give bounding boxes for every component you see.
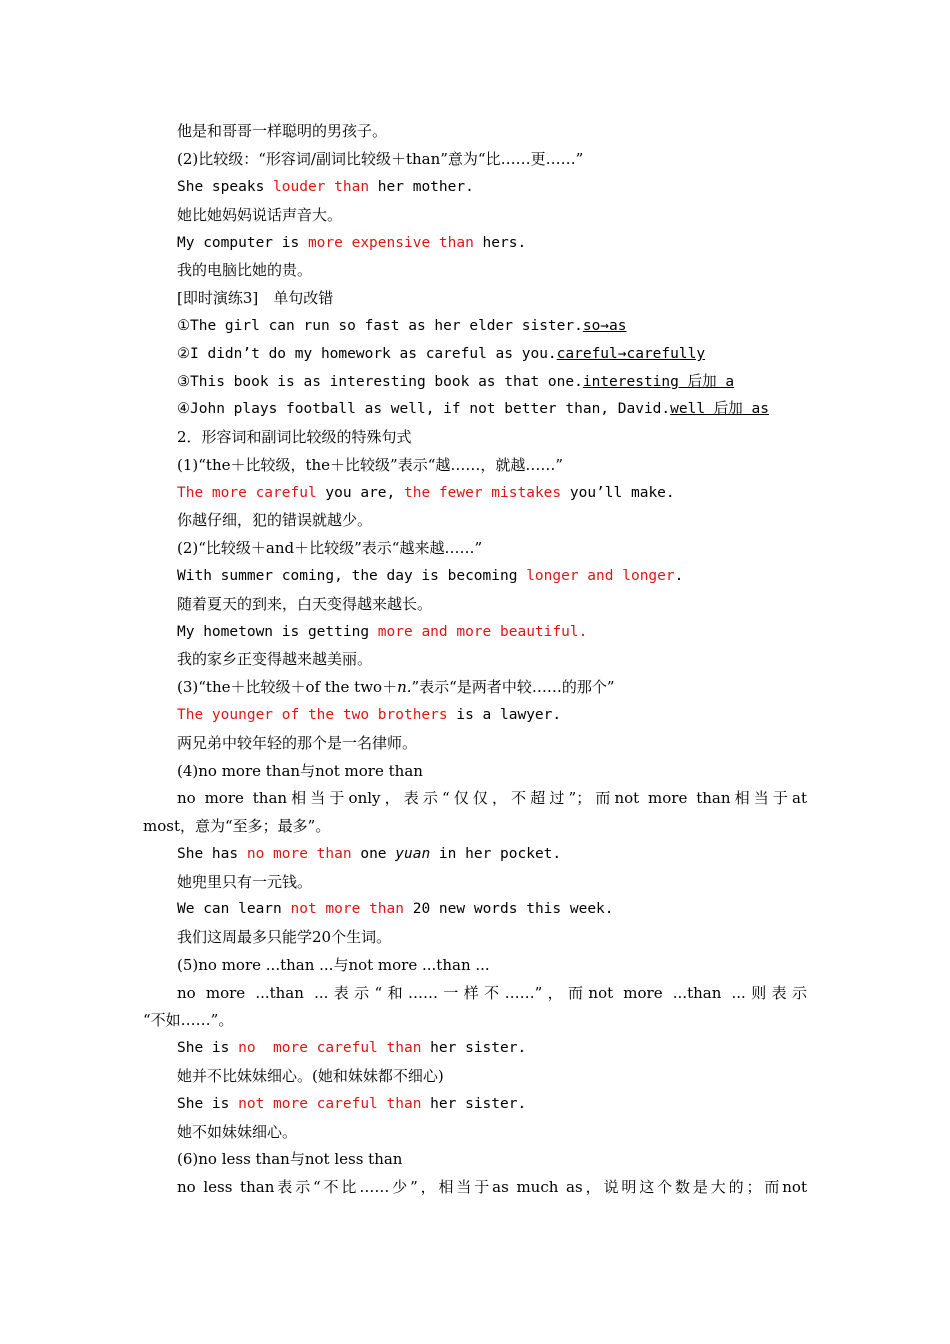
text-span: in her pocket. <box>430 846 562 862</box>
highlight-phrase: no more careful than <box>238 1040 422 1056</box>
text-span: My hometown is getting <box>177 624 378 640</box>
example-sentence <box>177 1037 526 1059</box>
paragraph-line: most，意为“至多；最多”。 <box>143 817 331 835</box>
exercise-answer: so→as <box>582 318 627 334</box>
highlight-phrase: longer and longer <box>526 568 675 584</box>
text-span: hers. <box>473 235 527 251</box>
text-span: her mother. <box>369 179 474 195</box>
text-span: (3)“the＋比较级＋of the two＋ <box>177 678 398 696</box>
example-sentence <box>177 843 561 865</box>
text-span: her sister. <box>421 1096 527 1112</box>
text-span: She speaks <box>177 179 274 195</box>
exercise-item <box>177 343 705 365</box>
translation-line: 她兜里只有一元钱。 <box>177 873 313 891</box>
italic-text: yuan <box>395 846 431 862</box>
exercise-item <box>177 398 769 420</box>
translation-line: 你越仔细，犯的错误就越少。 <box>177 511 373 529</box>
text-span: She has <box>177 846 247 862</box>
subsection-heading: (4)no more than与not more than <box>177 762 423 780</box>
paragraph-line: “不如……”。 <box>143 1011 234 1029</box>
subsection-heading: (6)no less than与not less than <box>177 1150 403 1168</box>
text-span: you’ll make. <box>561 485 675 501</box>
exercise-answer: interesting 后加 a <box>582 374 735 390</box>
exercise-sentence: ③This book is as interesting book as that one. <box>177 374 583 390</box>
italic-text: n. <box>397 678 412 696</box>
highlight-phrase: the fewer mistakes <box>404 485 562 501</box>
text-span: With summer coming, the day is becoming <box>177 568 527 584</box>
section-heading: (2)比较级：“形容词/副词比较级＋than”意为“比……更……” <box>177 150 584 168</box>
subsection-heading: (5)no more ...than ...与not more ...than ... <box>177 956 490 974</box>
example-sentence <box>177 232 526 254</box>
subsection-heading: (1)“the＋比较级，the＋比较级”表示“越……，就越……” <box>177 456 564 474</box>
example-sentence <box>177 565 683 587</box>
translation-line: 我的家乡正变得越来越美丽。 <box>177 650 373 668</box>
text-span: is a lawyer. <box>447 707 562 723</box>
text-span: We can learn <box>177 901 291 917</box>
paragraph-line: no less than表示“不比……少”，相当于as much as，说明这个数是大的；而not <box>177 1178 807 1196</box>
example-sentence <box>177 704 561 726</box>
translation-line: 她不如妹妹细心。 <box>177 1123 298 1141</box>
highlight-phrase: The younger of the two brothers <box>177 707 448 723</box>
highlight-phrase: The more careful <box>177 485 317 501</box>
translation-line: 随着夏天的到来，白天变得越来越长。 <box>177 595 433 613</box>
translation-line: 她比她妈妈说话声音大。 <box>177 206 343 224</box>
exercise-answer: well 后加 as <box>670 401 769 417</box>
highlight-phrase: no more than <box>246 846 352 862</box>
paragraph-line: no more ...than ...表示“和……一样不……”，而not more ...than ...则表示 <box>177 984 807 1002</box>
section-heading: 2．形容词和副词比较级的特殊句式 <box>177 428 412 446</box>
highlight-phrase: more and more beautiful. <box>377 624 588 640</box>
translation-line: 她并不比妹妹细心。(她和妹妹都不细心) <box>177 1067 444 1085</box>
example-sentence <box>177 898 614 920</box>
highlight-phrase: louder than <box>273 179 370 195</box>
text-span: She is <box>177 1040 239 1056</box>
text-span: My computer is <box>177 235 308 251</box>
text-span: her sister. <box>421 1040 527 1056</box>
translation-line: 我们这周最多只能学20个生词。 <box>177 928 392 946</box>
example-sentence <box>177 176 474 198</box>
text-line: 他是和哥哥一样聪明的男孩子。 <box>177 122 388 140</box>
example-sentence <box>177 482 675 504</box>
text-span: She is <box>177 1096 239 1112</box>
text-span: you are, <box>316 485 404 501</box>
text-span: 20 new words this week. <box>404 901 614 917</box>
exercise-answer: careful→carefully <box>556 346 706 362</box>
highlight-phrase: not more careful than <box>238 1096 422 1112</box>
example-sentence <box>177 1093 526 1115</box>
exercise-item <box>177 315 627 337</box>
exercise-sentence: ①The girl can run so fast as her elder sister. <box>177 318 583 334</box>
highlight-phrase: more expensive than <box>307 235 474 251</box>
translation-line: 两兄弟中较年轻的那个是一名律师。 <box>177 734 418 752</box>
subsection-heading <box>177 676 615 698</box>
text-span: ”表示“是两者中较……的那个” <box>411 678 615 696</box>
text-span: one <box>351 846 396 862</box>
exercise-item <box>177 371 734 393</box>
paragraph-line: no more than相当于only，表示“仅仅，不超过”；而not more than相当于at <box>177 789 807 807</box>
highlight-phrase: not more than <box>290 901 404 917</box>
exercise-heading: [即时演练3] 单句改错 <box>177 289 334 307</box>
example-sentence <box>177 621 587 643</box>
text-span: . <box>674 568 684 584</box>
subsection-heading: (2)“比较级＋and＋比较级”表示“越来越……” <box>177 539 483 557</box>
translation-line: 我的电脑比她的贵。 <box>177 261 313 279</box>
exercise-sentence: ④John plays football as well, if not better than, David. <box>177 401 671 417</box>
exercise-sentence: ②I didn’t do my homework as careful as you. <box>177 346 557 362</box>
